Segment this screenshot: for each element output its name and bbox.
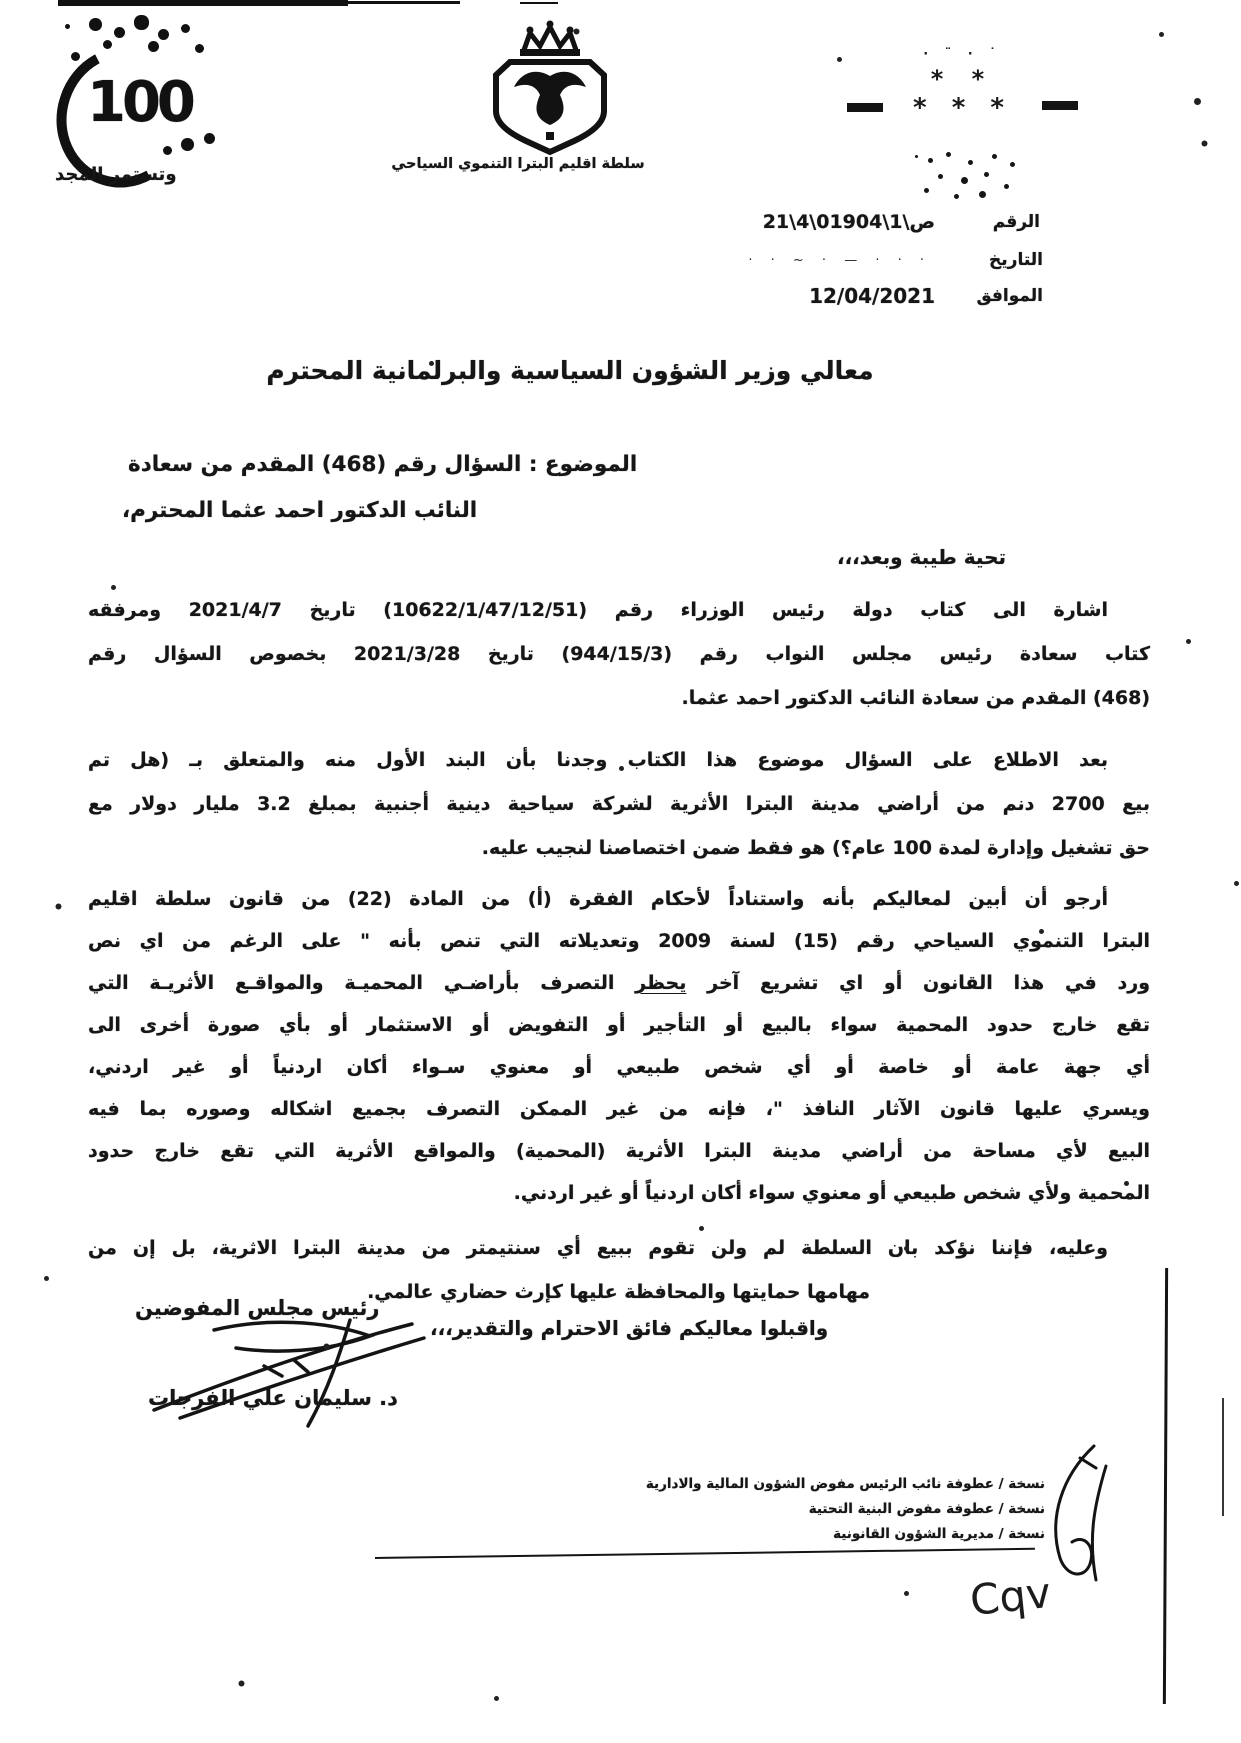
- body-line: [88, 962, 1150, 1004]
- separator-line: [375, 1548, 1035, 1559]
- subject-line-2: النائب الدكتور احمد عثما المحترم،: [122, 498, 478, 523]
- centennial-logo: [55, 18, 225, 188]
- paragraph-3: [88, 878, 1150, 1214]
- paragraph-1: [88, 588, 1150, 720]
- signature-scrawl-icon: [122, 1308, 442, 1433]
- body-line: حق تشغيل وإدارة لمدة 100 عام؟) هو فقط ضمن اختصاصنا لنجيب عليه.: [481, 837, 1150, 859]
- stamp-stars: * *: [930, 65, 995, 93]
- stamp-dots: [915, 155, 918, 158]
- fold-line: [1222, 1398, 1224, 1516]
- ref-corresponding-label: الموافق: [976, 286, 1043, 306]
- body-line: (468) المقدم من سعادة النائب الدكتور احمد عثما.: [681, 687, 1150, 709]
- body-line: أرجو أن أبين لمعاليكم بأنه واستناداً لأحكام الفقرة (أ) من المادة (22) من قانون سلطة اقليم: [88, 888, 1108, 910]
- scan-edge-artifact: [520, 2, 558, 4]
- fold-line: [1163, 1268, 1168, 1704]
- body-line: وعليه، فإننا نؤكد بان السلطة لم ولن تقوم ببيع أي سنتيمتر من مدينة البترا الاثرية، بل إن من: [88, 1237, 1108, 1259]
- royal-crest-icon: [452, 18, 647, 156]
- recipient-line: معالي وزير الشؤون السياسية والبرلمانية المحترم: [266, 356, 874, 385]
- handwritten-scrawl-icon: [1032, 1438, 1127, 1588]
- stamp-bar: [847, 103, 883, 112]
- handwritten-note: Cqv: [967, 1567, 1054, 1626]
- greeting-line: تحية طيبة وبعد،،،: [836, 545, 1006, 569]
- body-line: ويسري عليها قانون الآثار النافذ "، فإنه من غير الممكن التصرف بجميع اشكاله وصوره بما فيه: [88, 1098, 1150, 1120]
- copies-list: [646, 1472, 1045, 1547]
- stamp-bar: [1042, 101, 1078, 110]
- signatory-name: د. سليمان علي الفرجات: [148, 1386, 398, 1410]
- body-line-segment: التصرف بأراضـي المحميـة والمواقـع الأثريـة التي: [88, 972, 636, 994]
- body-line: تقع خارج حدود المحمية سواء بالبيع أو التأجير أو التفويض أو الاستثمار أو بأي صورة أخرى الى: [88, 1014, 1150, 1036]
- body-line: كتاب سعادة رئيس مجلس النواب رقم (944/15/3) تاريخ 2021/3/28 بخصوص السؤال رقم: [88, 643, 1150, 665]
- ref-number-value: 21\4\01904\1\ص: [762, 211, 935, 233]
- authority-name: سلطة اقليم البترا التنموي السياحي: [391, 156, 645, 172]
- ink-splatter-decoration: [65, 24, 70, 29]
- ref-number-label: الرقم: [992, 212, 1040, 232]
- scan-edge-artifact: [348, 1, 460, 4]
- subject-line-1: الموضوع : السؤال رقم (468) المقدم من سعادة: [128, 452, 638, 477]
- closing-salutation: واقبلوا معاليكم فائق الاحترام والتقدير،،،: [430, 1316, 829, 1340]
- body-line-segment: ورد في هذا القانون أو اي تشريع آخر: [686, 972, 1150, 994]
- body-line: بيع 2700 دنم من أراضي مدينة البترا الأثرية لشركة سياحية دينية أجنبية بمبلغ 3.2 مليار دولار مع: [88, 793, 1150, 815]
- stamp-stars: * * *: [913, 93, 1012, 123]
- copy-line: نسخة / عطوفة مفوض البنية التحتية: [808, 1501, 1045, 1517]
- body-line: البترا التنموي السياحي رقم (15) لسنة 2009 وتعديلاته التي تنص بأنه " على الرغم من اي نص: [88, 930, 1151, 952]
- body-line: بعد الاطلاع على السؤال موضوع هذا الكتاب وجدنا بأن البند الأول منه والمتعلق بـ (هل تم: [88, 749, 1108, 771]
- body-line: المحمية ولأي شخص طبيعي أو معنوي سواء أكان اردنياً أو غير اردني.: [513, 1182, 1150, 1204]
- body-line: البيع لأي مساحة من أراضي مدينة البترا الأثرية (المحمية) والمواقع الأثرية التي تقع خارج حدود: [88, 1140, 1150, 1162]
- signature-title: رئيس مجلس المفوضين: [135, 1296, 380, 1320]
- stamp-marks: · ¨ · ˙: [923, 47, 1002, 62]
- logo-slogan: وتستمر المجد: [55, 164, 177, 185]
- scan-edge-artifact: [58, 0, 348, 6]
- ref-date-value: · · ~ · — · · ·: [748, 253, 931, 268]
- scan-noise: [0, 0, 3, 3]
- body-line: أي جهة عامة أو خاصة أو أي شخص طبيعي أو معنوي سـواء أكان اردنياً أو غير اردني،: [88, 1056, 1150, 1078]
- body-line: اشارة الى كتاب دولة رئيس الوزراء رقم (10622/1/47/12/51) تاريخ 2021/4/7 ومرفقه: [88, 599, 1108, 621]
- underlined-word: يحظر: [635, 972, 687, 994]
- ref-date-label: التاريخ: [989, 250, 1043, 270]
- copy-line: نسخة / عطوفة نائب الرئيس مفوض الشؤون المالية والادارية: [645, 1476, 1045, 1492]
- entry-stamp: [845, 45, 1080, 210]
- body-line: مهامها حمايتها والمحافظة عليها كإرث حضاري عالمي.: [367, 1281, 870, 1303]
- copy-line: نسخة / مديرية الشؤون القانونية: [833, 1526, 1045, 1542]
- ref-corresponding-value: 12/04/2021: [809, 284, 935, 308]
- logo-number: 100: [87, 70, 192, 135]
- paragraph-2: [88, 738, 1150, 870]
